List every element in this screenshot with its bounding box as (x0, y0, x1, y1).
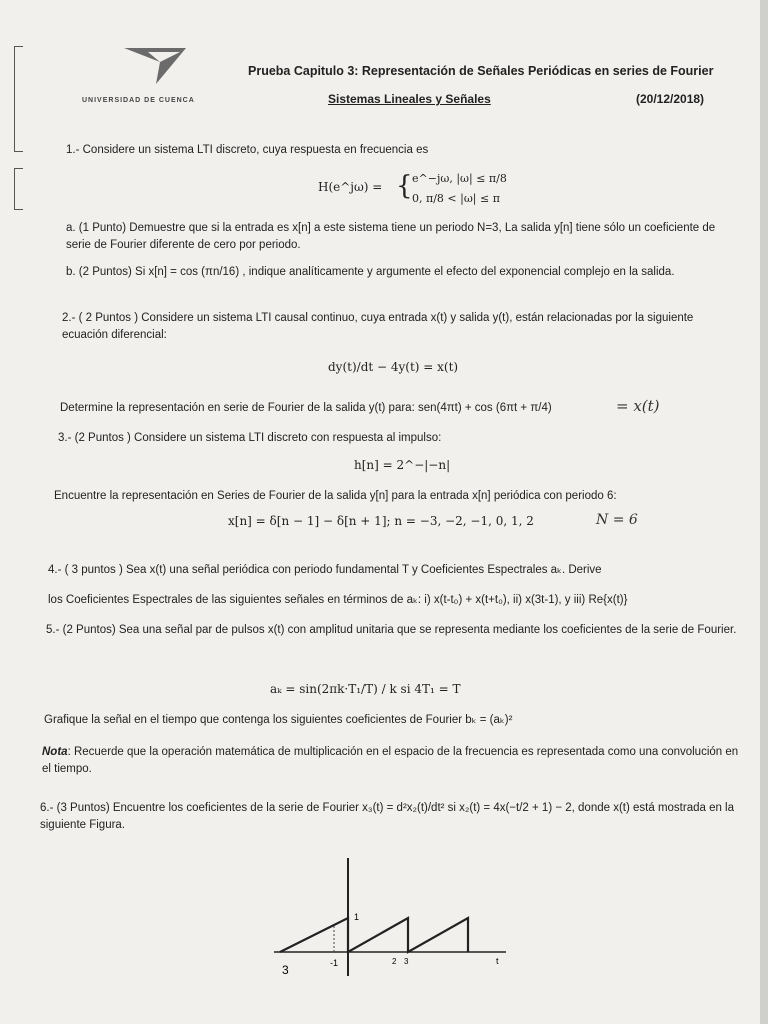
q1-case-1: e^−jω, |ω| ≤ π/8 (412, 172, 507, 185)
q2-text: Determine la representación en serie de Fourier de la salida y(t) para: sen(4πt) + cos (6πt + π/4) (60, 402, 552, 414)
q4-line-2: los Coeficientes Espectrales de las siguientes señales en términos de aₖ: i) x(t-t₀) + x(t+t₀), ii) x(3t-1), y iii) Re{x(t)} (48, 594, 628, 606)
q5-note (42, 744, 742, 778)
figure-signal-trace (280, 918, 468, 952)
q3-text: Encuentre la representación en Series de Fourier de la salida y[n] para la entrada x[n] periódica con periodo 6: (54, 490, 617, 502)
exam-date: (20/12/2018) (636, 92, 705, 106)
figure-label-t: t (496, 956, 499, 966)
q1-eq-lhs: H(e^jω) = (318, 180, 383, 194)
q5-note-label: Nota (42, 746, 68, 758)
university-logo-icon (120, 40, 190, 90)
course-name: Sistemas Lineales y Señales (328, 92, 491, 106)
q1-case-2: 0, π/8 < |ω| ≤ π (412, 192, 500, 205)
q4-line-1: 4.- ( 3 puntos ) Sea x(t) una señal periódica con periodo fundamental T y Coeficientes Espectrales aₖ. Derive (48, 564, 602, 576)
q1-brace: { (396, 171, 413, 201)
q2-intro: 2.- ( 2 Puntos ) Considere un sistema LTI causal continuo, cuya entrada x(t) y salida y(t), están relacionadas por la siguiente ecuación diferencial: (62, 312, 694, 341)
figure-handwritten-3: 3 (282, 963, 289, 977)
q3-input-signal: x[n] = δ[n − 1] − δ[n + 1]; n = −3, −2, −1, 0, 1, 2 (228, 514, 534, 528)
figure-label-1: 1 (354, 912, 360, 922)
q1-intro: 1.- Considere un sistema LTI discreto, cuya respuesta en frecuencia es (66, 144, 429, 156)
signal-figure (260, 852, 520, 982)
margin-bracket (14, 168, 23, 210)
figure-label-2: 2 (392, 957, 397, 966)
margin-bracket (14, 46, 23, 152)
q1-part-a: a. (1 Punto) Demuestre que si la entrada es x[n] a este sistema tiene un periodo N=3, La salida y[n] tiene sólo un coeficiente de serie de Fourier diferente de cero por periodo. (66, 222, 716, 251)
q2-handwritten-note: = x(t) (616, 397, 660, 415)
q6-text: 6.- (3 Puntos) Encuentre los coeficientes de la serie de Fourier x₃(t) = d²x₂(t)/dt² si x₂(t) = 4x(−t/2 + 1) − 2, donde x(t) está mostrada en la siguiente Figura. (40, 802, 735, 831)
q3-handwritten-note: N = 6 (596, 512, 638, 528)
q5-note-text: : Recuerde que la operación matemática de multiplicación en el espacio de la frecuencia es representada como una convolución en el tiempo. (42, 746, 739, 775)
university-name: UNIVERSIDAD DE CUENCA (82, 97, 195, 104)
q3-intro: 3.- (2 Puntos ) Considere un sistema LTI discreto con respuesta al impulso: (58, 432, 442, 444)
q3-impulse-response: h[n] = 2^−|−n| (354, 458, 451, 472)
q1-part-b: b. (2 Puntos) Si x[n] = cos (πn/16) , indique analíticamente y argumente el efecto del exponencial complejo en la salida. (66, 266, 675, 278)
q5-equation: aₖ = sin(2πk·T₁/T) / k si 4T₁ = T (270, 682, 461, 696)
figure-label-3: 3 (404, 957, 409, 966)
q2-equation: dy(t)/dt − 4y(t) = x(t) (328, 360, 459, 374)
q5-intro: 5.- (2 Puntos) Sea una señal par de pulsos x(t) con amplitud unitaria que se representa mediante los coeficientes de la serie de Fourier. (46, 624, 737, 636)
q5-text: Grafique la señal en el tiempo que contenga los siguientes coeficientes de Fourier bₖ = (aₖ)² (44, 714, 513, 726)
exam-title: Prueba Capitulo 3: Representación de Señales Periódicas en series de Fourier (248, 64, 714, 78)
figure-label-minus-1: -1 (330, 958, 339, 968)
